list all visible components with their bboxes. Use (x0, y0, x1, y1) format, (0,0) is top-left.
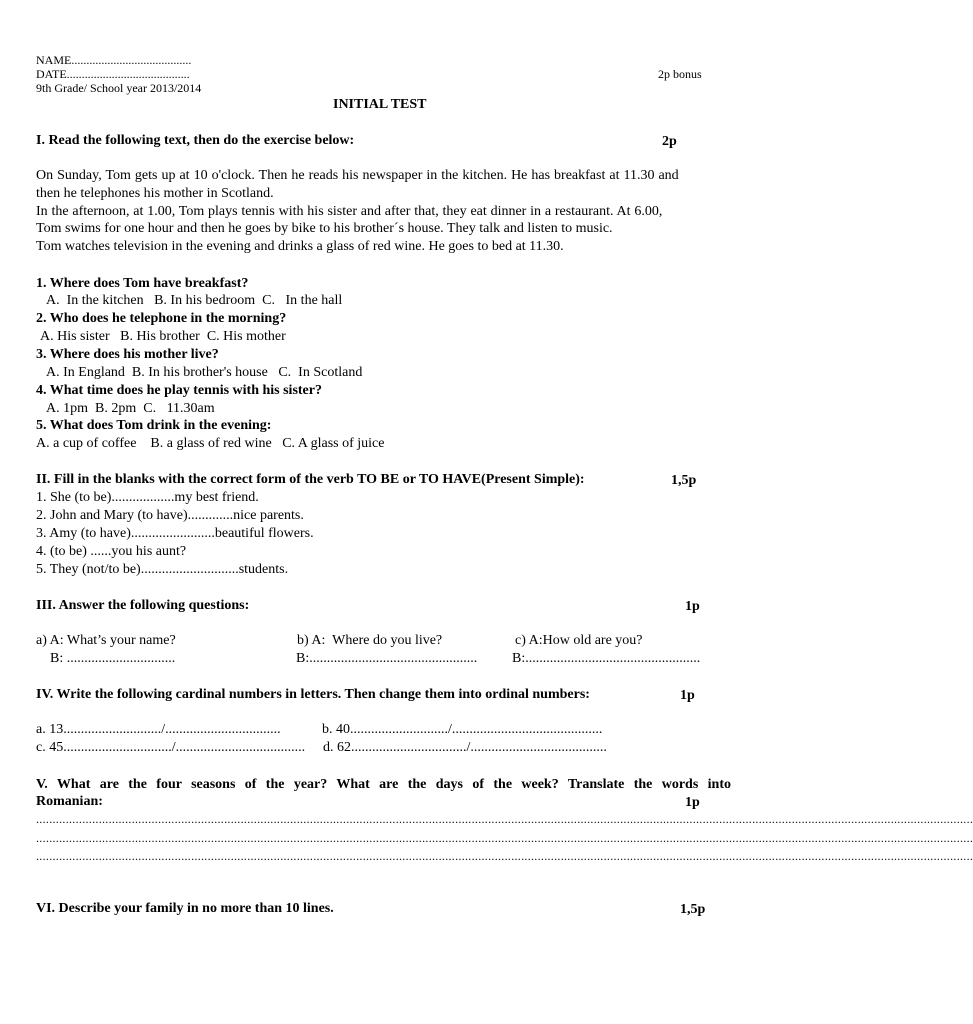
section2-points: 1,5p (671, 473, 697, 488)
section5-heading-continued: Romanian: (36, 794, 103, 809)
number-item[interactable]: b. 40............................/........................................... (322, 722, 603, 737)
answer-options: A. 1pm B. 2pm C. 11.30am (46, 401, 215, 416)
passage-line: Tom watches television in the evening and drinks a glass of red wine. He goes to bed at 11.30. (36, 239, 564, 254)
answer-options: A. In England B. In his brother's house C. In Scotland (46, 365, 363, 380)
fill-blank-item[interactable]: 1. She (to be)..................my best friend. (36, 490, 259, 505)
section4-points: 1p (680, 688, 695, 703)
answer-line[interactable]: ............................................................................................................................................................................................................................................................................................ (36, 831, 973, 845)
section5-heading: V. What are the four seasons of the year? What are the days of the week? Translate the words into (36, 777, 731, 792)
answer-line[interactable]: B: ............................... (50, 651, 176, 666)
answer-line[interactable]: B:................................................ (296, 651, 478, 666)
question: 4. What time does he play tennis with his sister? (36, 383, 322, 398)
passage-line: Tom swims for one hour and then he goes by bike to his brother´s house. They talk and listen to music. (36, 221, 613, 236)
section2-heading: II. Fill in the blanks with the correct form of the verb TO BE or TO HAVE(Present Simple): (36, 472, 585, 487)
question: 3. Where does his mother live? (36, 347, 219, 362)
answer-line[interactable]: ............................................................................................................................................................................................................................................................................................ (36, 812, 973, 826)
question: a) A: What’s your name? (36, 633, 176, 648)
section3-points: 1p (685, 599, 700, 614)
section5-points: 1p (685, 795, 700, 810)
passage-line: In the afternoon, at 1.00, Tom plays tennis with his sister and after that, they eat dinner in a restaurant. At 6.00, (36, 204, 663, 219)
number-item[interactable]: a. 13............................/................................. (36, 722, 281, 737)
answer-options: A. a cup of coffee B. a glass of red wine C. A glass of juice (36, 436, 385, 451)
number-item[interactable]: d. 62................................./....................................... (323, 740, 607, 755)
answer-options: A. His sister B. His brother C. His mother (40, 329, 286, 344)
fill-blank-item[interactable]: 5. They (not/to be)............................students. (36, 562, 289, 577)
section1-heading: I. Read the following text, then do the exercise below: (36, 133, 355, 148)
question: 1. Where does Tom have breakfast? (36, 276, 249, 291)
date-field[interactable]: DATE......................................... (36, 67, 190, 81)
number-item[interactable]: c. 45.............................../..................................... (36, 740, 306, 755)
answer-options: A. In the kitchen B. In his bedroom C. In the hall (46, 293, 343, 308)
answer-line[interactable]: B:.................................................. (512, 651, 701, 666)
section4-heading: IV. Write the following cardinal numbers in letters. Then change them into ordinal numbers: (36, 687, 590, 702)
fill-blank-item[interactable]: 3. Amy (to have)........................beautiful flowers. (36, 526, 314, 541)
section1-points: 2p (662, 134, 677, 149)
question: 5. What does Tom drink in the evening: (36, 418, 272, 433)
section3-heading: III. Answer the following questions: (36, 598, 250, 613)
question: c) A:How old are you? (515, 633, 643, 648)
answer-line[interactable]: ............................................................................................................................................................................................................................................................................................ (36, 849, 973, 863)
fill-blank-item[interactable]: 2. John and Mary (to have).............nice parents. (36, 508, 304, 523)
name-field[interactable]: NAME........................................ (36, 53, 192, 67)
page-title: INITIAL TEST (333, 97, 427, 112)
question: 2. Who does he telephone in the morning? (36, 311, 287, 326)
passage-line: then he telephones his mother in Scotland. (36, 186, 274, 201)
fill-blank-item[interactable]: 4. (to be) ......you his aunt? (36, 544, 187, 559)
grade-line: 9th Grade/ School year 2013/2014 (36, 81, 202, 95)
question: b) A: Where do you live? (297, 633, 443, 648)
section6-points: 1,5p (680, 902, 706, 917)
passage-line: On Sunday, Tom gets up at 10 o'clock. Then he reads his newspaper in the kitchen. He has breakfast at 11.30 and (36, 168, 679, 183)
bonus-points: 2p bonus (658, 67, 702, 81)
section6-heading: VI. Describe your family in no more than 10 lines. (36, 901, 334, 916)
